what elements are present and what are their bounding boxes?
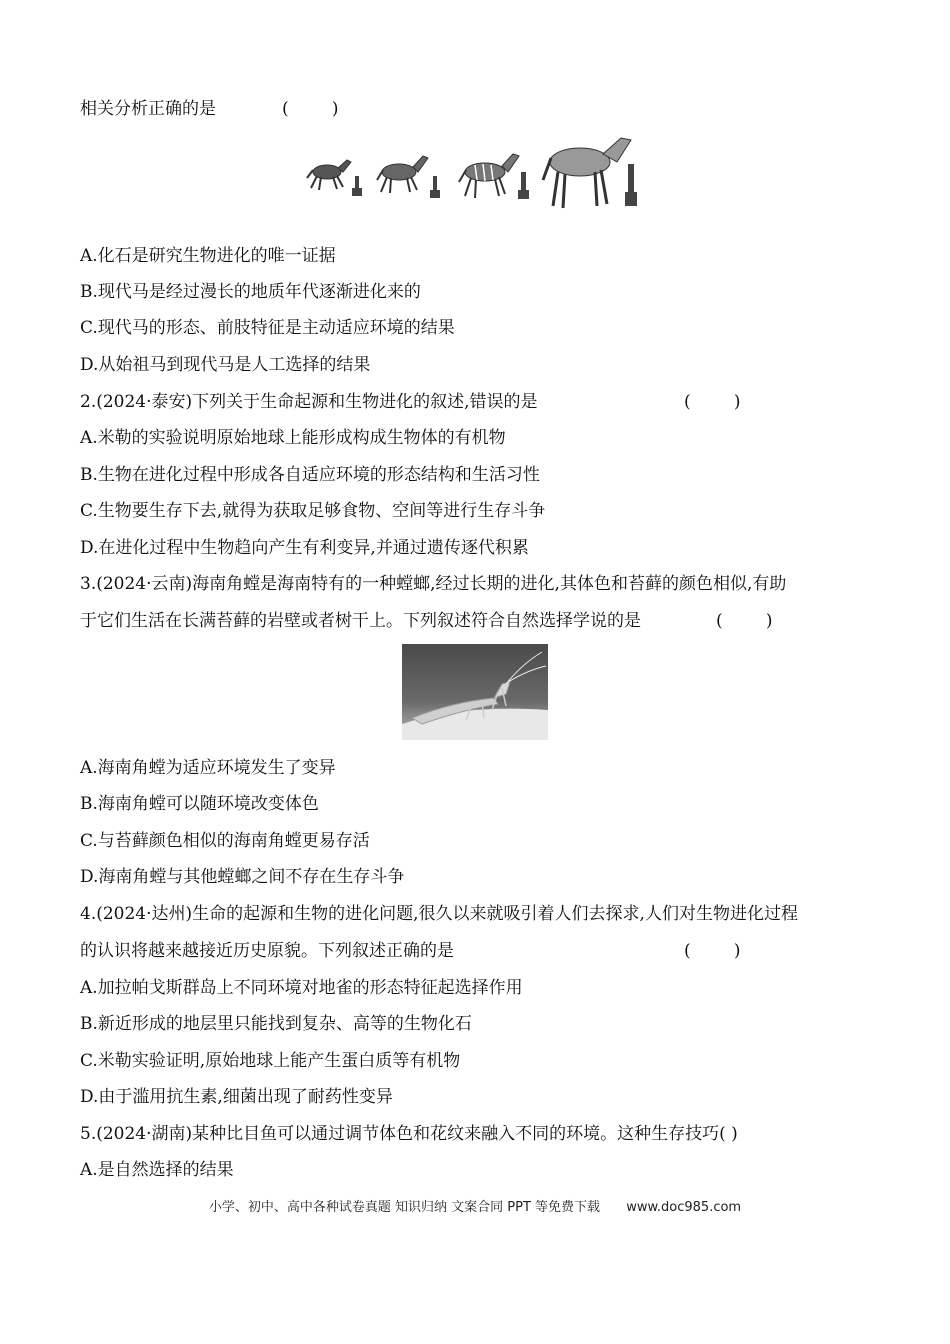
q1-stem-tail: 相关分析正确的是	[80, 99, 216, 119]
q1-option-b: B.现代马是经过漫长的地质年代逐渐进化来的	[80, 282, 421, 302]
q4-stem-line1: 4.(2024·达州)生命的起源和生物的进化问题,很久以来就吸引着人们去探求,人们对生物进化过程	[80, 904, 798, 924]
q4-option-a: A.加拉帕戈斯群岛上不同环境对地雀的形态特征起选择作用	[80, 978, 523, 998]
footer-text: 小学、初中、高中各种试卷真题 知识归纳 文案合同 PPT 等免费下载	[208, 1200, 601, 1215]
q5-stem: 5.(2024·湖南)某种比目鱼可以通过调节体色和花纹来融入不同的环境。这种生存技巧( )	[80, 1124, 738, 1144]
q2-answer-bracket: ( )	[684, 392, 741, 412]
q4-option-d: D.由于滥用抗生素,细菌出现了耐药性变异	[80, 1087, 393, 1107]
q3-option-b: B.海南角螳可以随环境改变体色	[80, 794, 319, 814]
q3-stem-line1: 3.(2024·云南)海南角螳是海南特有的一种螳螂,经过长期的进化,其体色和苔藓的颜色相似,有助	[80, 574, 787, 594]
q2-option-d: D.在进化过程中生物趋向产生有利变异,并通过遗传逐代积累	[80, 538, 529, 558]
page-footer	[0, 1196, 950, 1215]
mantis-photo	[402, 644, 548, 740]
q4-option-c: C.米勒实验证明,原始地球上能产生蛋白质等有机物	[80, 1051, 461, 1071]
q3-stem-line2: 于它们生活在长满苔藓的岩壁或者树干上。下列叙述符合自然选择学说的是	[80, 611, 641, 631]
q2-option-b: B.生物在进化过程中形成各自适应环境的形态结构和生活习性	[80, 465, 540, 485]
q3-option-d: D.海南角螳与其他螳螂之间不存在生存斗争	[80, 867, 405, 887]
q1-option-a: A.化石是研究生物进化的唯一证据	[80, 246, 336, 266]
q3-option-a: A.海南角螳为适应环境发生了变异	[80, 758, 336, 778]
q2-option-c: C.生物要生存下去,就得为获取足够食物、空间等进行生存斗争	[80, 501, 546, 521]
q3-option-c: C.与苔藓颜色相似的海南角螳更易存活	[80, 831, 370, 851]
q2-option-a: A.米勒的实验说明原始地球上能形成构成生物体的有机物	[80, 428, 506, 448]
q2-stem: 2.(2024·泰安)下列关于生命起源和生物进化的叙述,错误的是	[80, 392, 538, 412]
q4-answer-bracket: ( )	[684, 941, 741, 961]
q4-stem-line2: 的认识将越来越接近历史原貌。下列叙述正确的是	[80, 941, 454, 961]
q4-option-b: B.新近形成的地层里只能找到复杂、高等的生物化石	[80, 1014, 472, 1034]
q1-option-d: D.从始祖马到现代马是人工选择的结果	[80, 355, 371, 375]
q1-answer-bracket: ( )	[282, 99, 339, 119]
q5-option-a: A.是自然选择的结果	[80, 1160, 234, 1180]
q1-option-c: C.现代马的形态、前肢特征是主动适应环境的结果	[80, 318, 455, 338]
footer-site-link[interactable]: www.doc985.com	[626, 1200, 742, 1215]
q3-answer-bracket: ( )	[716, 611, 773, 631]
horse-evolution-figure	[305, 132, 645, 212]
